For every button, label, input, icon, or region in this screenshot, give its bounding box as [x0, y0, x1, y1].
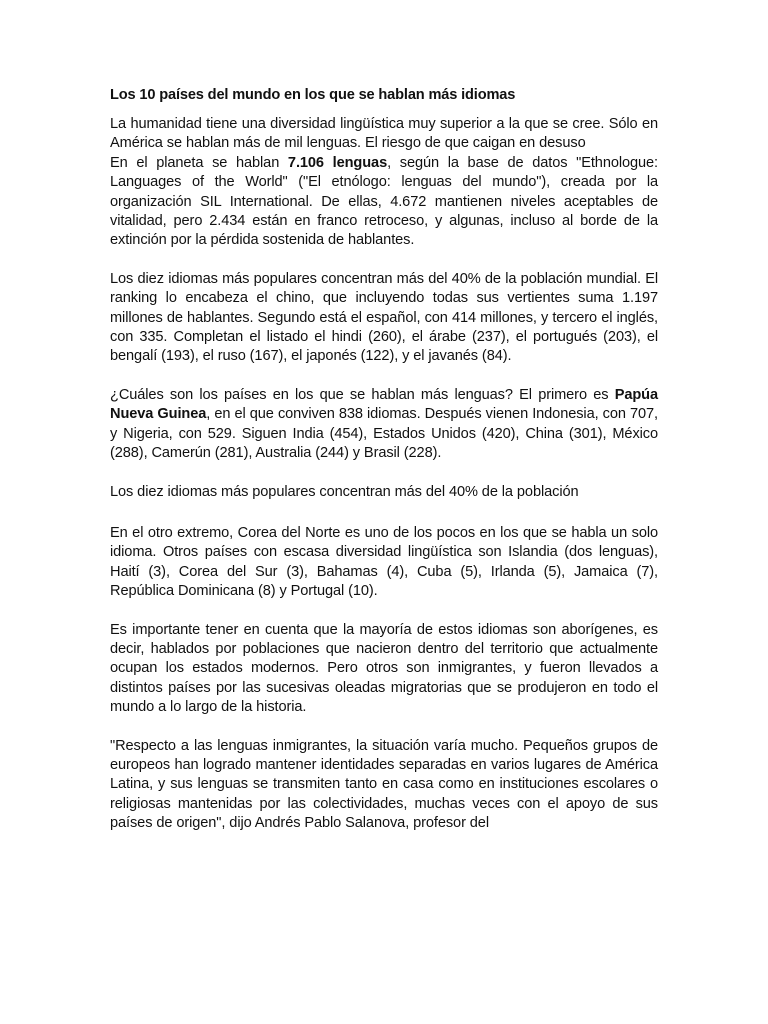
languages-count-highlight: 7.106 lenguas [287, 154, 388, 171]
paragraph-languages-count [110, 154, 658, 251]
document-title: Los 10 países del mundo en los que se hablan más idiomas [110, 87, 516, 103]
paragraph-languages-count-text-end: , según la base de datos "Ethnologue: Languages of the World" ("El etnólogo: lenguas del mundo"), creada por la organización SIL International. De ellas, 4.672 mantienen niveles aceptables de vitalidad, pero 2.434 están en franco retroceso, y algunas, incluso al borde de la extinción por la pérdida sostenida de hablantes. [110, 154, 659, 249]
paragraph-population-note: Los diez idiomas más populares concentran más del 40% de la población [110, 483, 579, 500]
paragraph-aboriginal-immigrant-languages: Es importante tener en cuenta que la mayoría de estos idiomas son aborígenes, es decir, hablados por poblaciones que nacieron dentro del territorio que actualmente ocupan los estados modernos. Pero otros son inmigrantes, y fueron llevados a distintos países por las sucesivas oleadas migratorias que se produjeron en todo el mundo a lo largo de la historia. [110, 621, 658, 716]
paragraph-languages-count-text-start: En el planeta se hablan [110, 154, 288, 171]
paragraph-most-languages-text-start: ¿Cuáles son los países en los que se hablan más lenguas? El primero es [110, 386, 615, 403]
paragraph-low-diversity-countries: En el otro extremo, Corea del Norte es uno de los pocos en los que se habla un solo idioma. Otros países con escasa diversidad lingüística son Islandia (dos lenguas), Haití (3), Corea del Sur (3), Bahamas (4), Cuba (5), Irlanda (5), Jamaica (7), República Dominicana (8) y Portugal (10). [110, 524, 658, 600]
paragraph-popular-languages: Los diez idiomas más populares concentran más del 40% de la población mundial. El ranking lo encabeza el chino, que incluyendo todas sus vertientes suma 1.197 millones de hablantes. Segundo está el español, con 414 millones, y tercero el inglés, con 335. Completan el listado el hindi (260), el árabe (237), el portugués (203), el bengalí (193), el ruso (167), el japonés (122), y el javanés (84). [110, 270, 658, 365]
paragraph-most-languages-countries [110, 386, 658, 464]
paragraph-most-languages-text-end: , en el que conviven 838 idiomas. Después vienen Indonesia, con 707, y Nigeria, con 529. Siguen India (454), Estados Unidos (420), China (301), México (288), Camerún (281), Australia (244) y Brasil (228). [110, 406, 658, 462]
papua-new-guinea-highlight: Papúa Nueva Guinea [110, 386, 658, 423]
paragraph-intro: La humanidad tiene una diversidad lingüística muy superior a la que se cree. Sólo en América se hablan más de mil lenguas. El riesgo de que caigan en desuso [110, 116, 658, 152]
paragraph-immigrant-languages-quote: "Respecto a las lenguas inmigrantes, la situación varía mucho. Pequeños grupos de europeos han logrado mantener identidades separadas en varios lugares de América Latina, y sus lenguas se transmiten tanto en casa como en instituciones escolares o religiosas mantenidas por las colectividades, muchas veces con el apoyo de sus países de origen", dijo Andrés Pablo Salanova, profesor del [110, 737, 658, 832]
